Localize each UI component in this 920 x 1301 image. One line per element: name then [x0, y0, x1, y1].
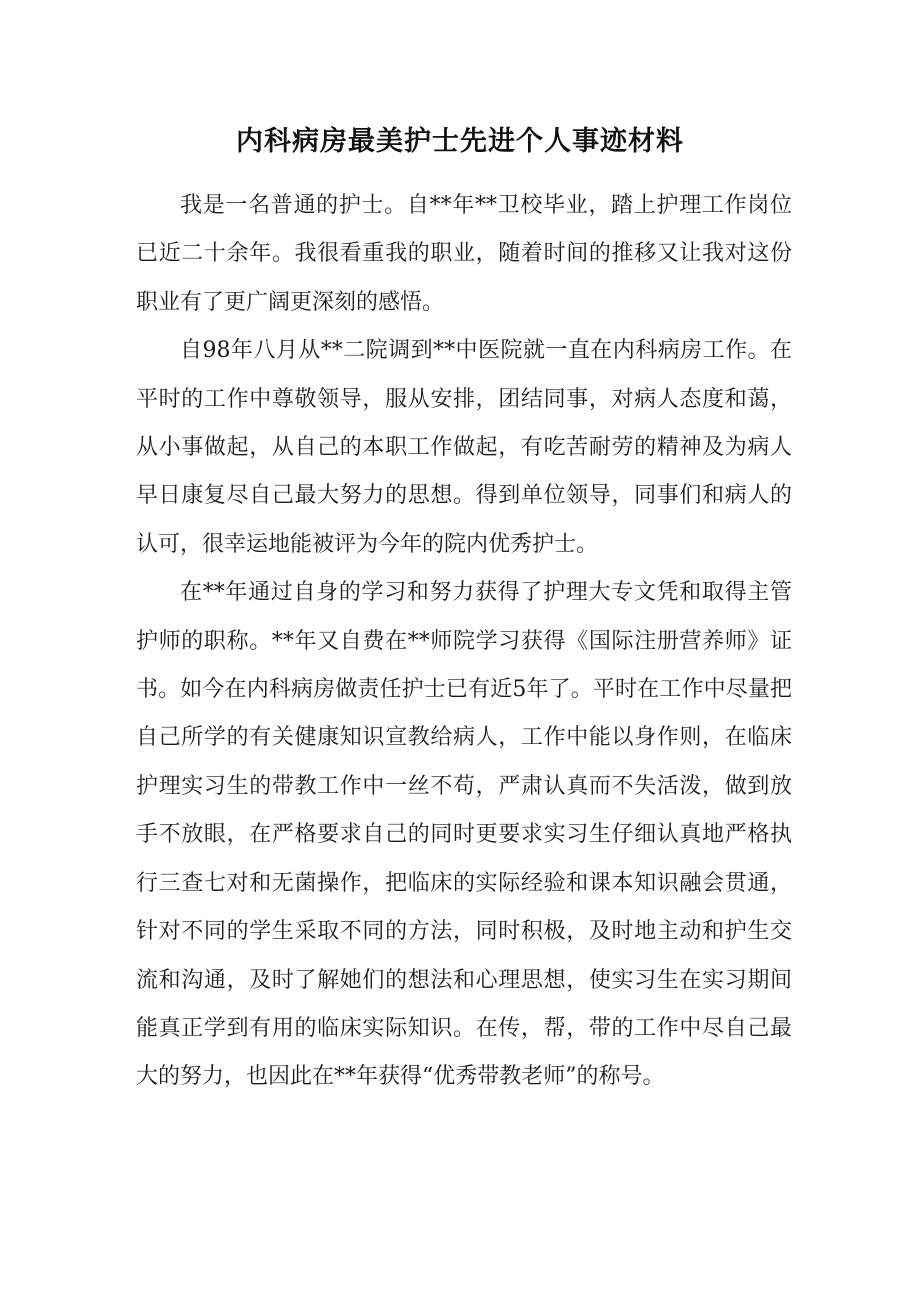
document-body [136, 182, 792, 1102]
paragraph-2: 自98年八月从**二院调到**中医院就一直在内科病房工作。在平时的工作中尊敬领导，服从安排，团结同事，对病人态度和蔼，从小事做起，从自己的本职工作做起，有吃苦耐劳的精神及为病人早日康复尽自己最大努力的思想。得到单位领导，同事们和病人的认可，很幸运地能被评为今年的院内优秀护士。 [136, 338, 792, 557]
paragraph-1: 我是一名普通的护士。自**年**卫校毕业，踏上护理工作岗位已近二十余年。我很看重我的职业，随着时间的推移又让我对这份职业有了更广阔更深刻的感悟。 [136, 193, 792, 315]
paragraph-3: 在**年通过自身的学习和努力获得了护理大专文凭和取得主管护师的职称。**年又自费在**师院学习获得《国际注册营养师》证书。如今在内科病房做责任护士已有近5年了。平时在工作中尽量把自己所学的有关健康知识宣教给病人，工作中能以身作则，在临床护理实习生的带教工作中一丝不苟，严肃认真而不失活泼，做到放手不放眼，在严格要求自己的同时更要求实习生仔细认真地严格执行三查七对和无菌操作，把临床的实际经验和课本知识融会贯通，针对不同的学生采取不同的方法，同时积极，及时地主动和护生交流和沟通，及时了解她们的想法和心理思想，使实习生在实习期间能真正学到有用的临床实际知识。在传，帮，带的工作中尽自己最大的努力，也因此在**年获得“优秀带教老师”的称号。 [136, 580, 792, 1090]
document-title: 内科病房最美护士先进个人事迹材料 [236, 126, 684, 157]
